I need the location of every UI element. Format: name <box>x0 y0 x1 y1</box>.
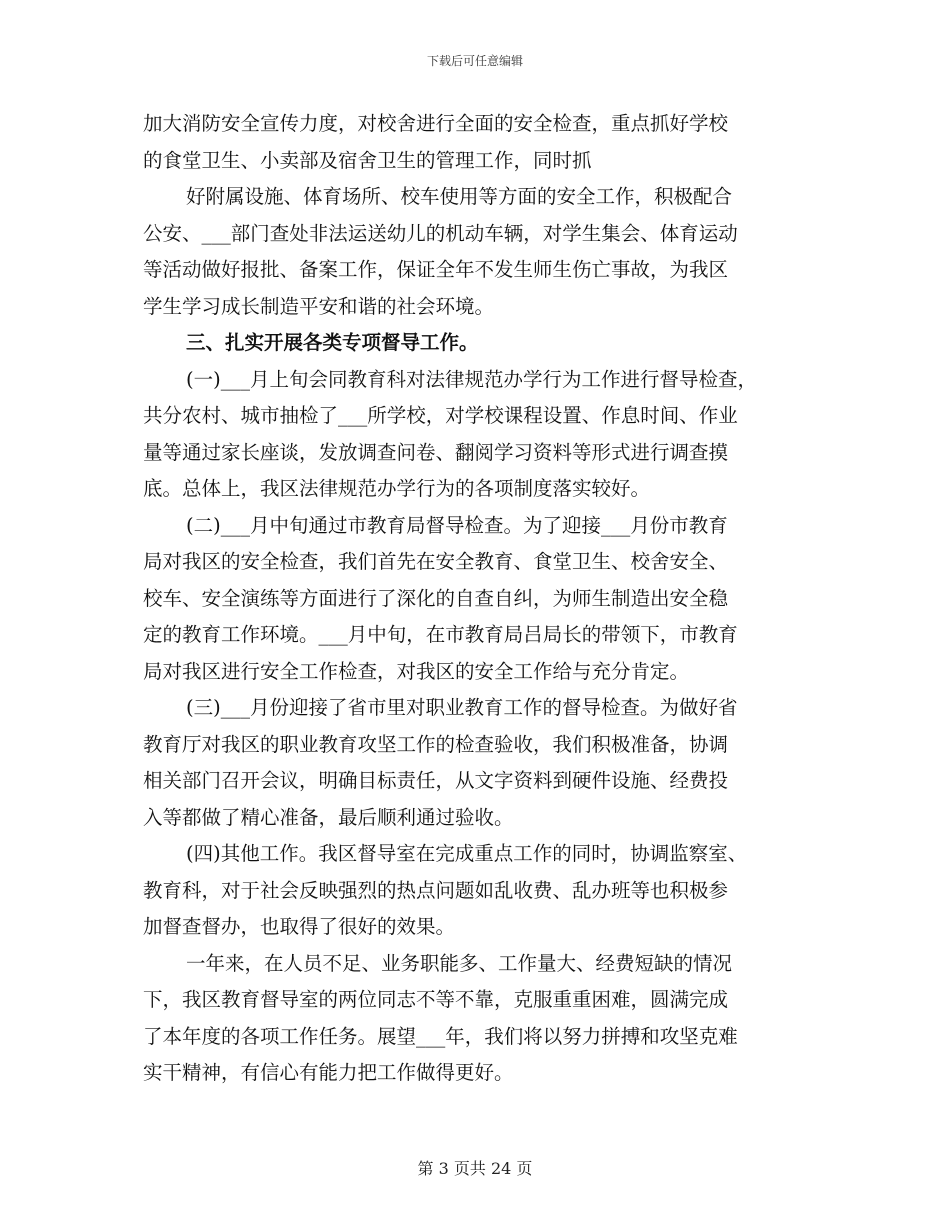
paragraph-line: 局对我区的安全检查，我们首先在安全教育、食堂卫生、校舍安全、 <box>143 550 729 573</box>
paragraph-line: 相关部门召开会议，明确目标责任，从文字资料到硬件设施、经费投 <box>143 769 729 792</box>
paragraph-line: 教育科，对于社会反映强烈的热点问题如乱收费、乱办班等也积极参 <box>143 878 729 902</box>
paragraph-line: 定的教育工作环境。___月中旬，在市教育局吕局长的带领下，市教育 <box>143 623 738 646</box>
paragraph-line: 加大消防安全宣传力度，对校舍进行全面的安全检查，重点抓好学校 <box>143 112 729 135</box>
paragraph-line: 实干精神，有信心有能力把工作做得更好。 <box>143 1061 514 1084</box>
paragraph-line: (一)___月上旬会同教育科对法律规范办学行为工作进行督导检查， <box>186 367 757 391</box>
paragraph-line: 局对我区进行安全工作检查，对我区的安全工作给与充分肯定。 <box>143 659 690 683</box>
paragraph-line: 学生学习成长制造平安和谐的社会环境。 <box>143 294 495 318</box>
paragraph-line: 底。总体上，我区法律规范办学行为的各项制度落实较好。 <box>143 477 651 500</box>
page-header-note: 下载后可任意编辑 <box>426 54 523 68</box>
paragraph-line: (四)其他工作。我区督导室在完成重点工作的同时，协调监察室、 <box>186 842 748 865</box>
paragraph-line: 下，我区教育督导室的两位同志不等不靠，克服重重困难，圆满完成 <box>143 988 729 1011</box>
paragraph-line: 教育厅对我区的职业教育攻坚工作的检查验收，我们积极准备，协调 <box>143 732 729 756</box>
paragraph-line: 校车、安全演练等方面进行了深化的自查自纠，为师生制造出安全稳 <box>143 586 729 610</box>
paragraph-line: (三)___月份迎接了省市里对职业教育工作的督导检查。为做好省 <box>186 696 738 719</box>
paragraph-line: 入等都做了精心准备，最后顺利通过验收。 <box>143 805 514 829</box>
paragraph-line: 了本年度的各项工作任务。展望___年，我们将以努力拼搏和攻坚克难 <box>143 1024 738 1048</box>
document-body <box>143 106 813 1092</box>
paragraph-line: 公安、___部门查处非法运送幼儿的机动车辆，对学生集会、体育运动 <box>143 221 738 245</box>
paragraph-line: 加督查督办，也取得了很好的效果。 <box>143 915 456 938</box>
paragraph-line: 量等通过家长座谈，发放调查问卷、翻阅学习资料等形式进行调查摸 <box>143 440 729 464</box>
section-heading: 三、扎实开展各类专项督导工作。 <box>186 331 479 354</box>
paragraph-line: 等活动做好报批、备案工作，保证全年不发生师生伤亡事故，为我区 <box>143 258 729 281</box>
paragraph-line: 的食堂卫生、小卖部及宿舍卫生的管理工作，同时抓 <box>143 148 592 172</box>
paragraph-line: 好附属设施、体育场所、校车使用等方面的安全工作，积极配合 <box>186 185 733 208</box>
paragraph-line: 一年来，在人员不足、业务职能多、工作量大、经费短缺的情况 <box>186 951 733 975</box>
paragraph-line: 共分农村、城市抽检了___所学校，对学校课程设置、作息时间、作业 <box>143 404 738 427</box>
page-number: 第 3 页共 24 页 <box>417 1159 533 1178</box>
paragraph-line: (二)___月中旬通过市教育局督导检查。为了迎接___月份市教育 <box>186 513 728 537</box>
